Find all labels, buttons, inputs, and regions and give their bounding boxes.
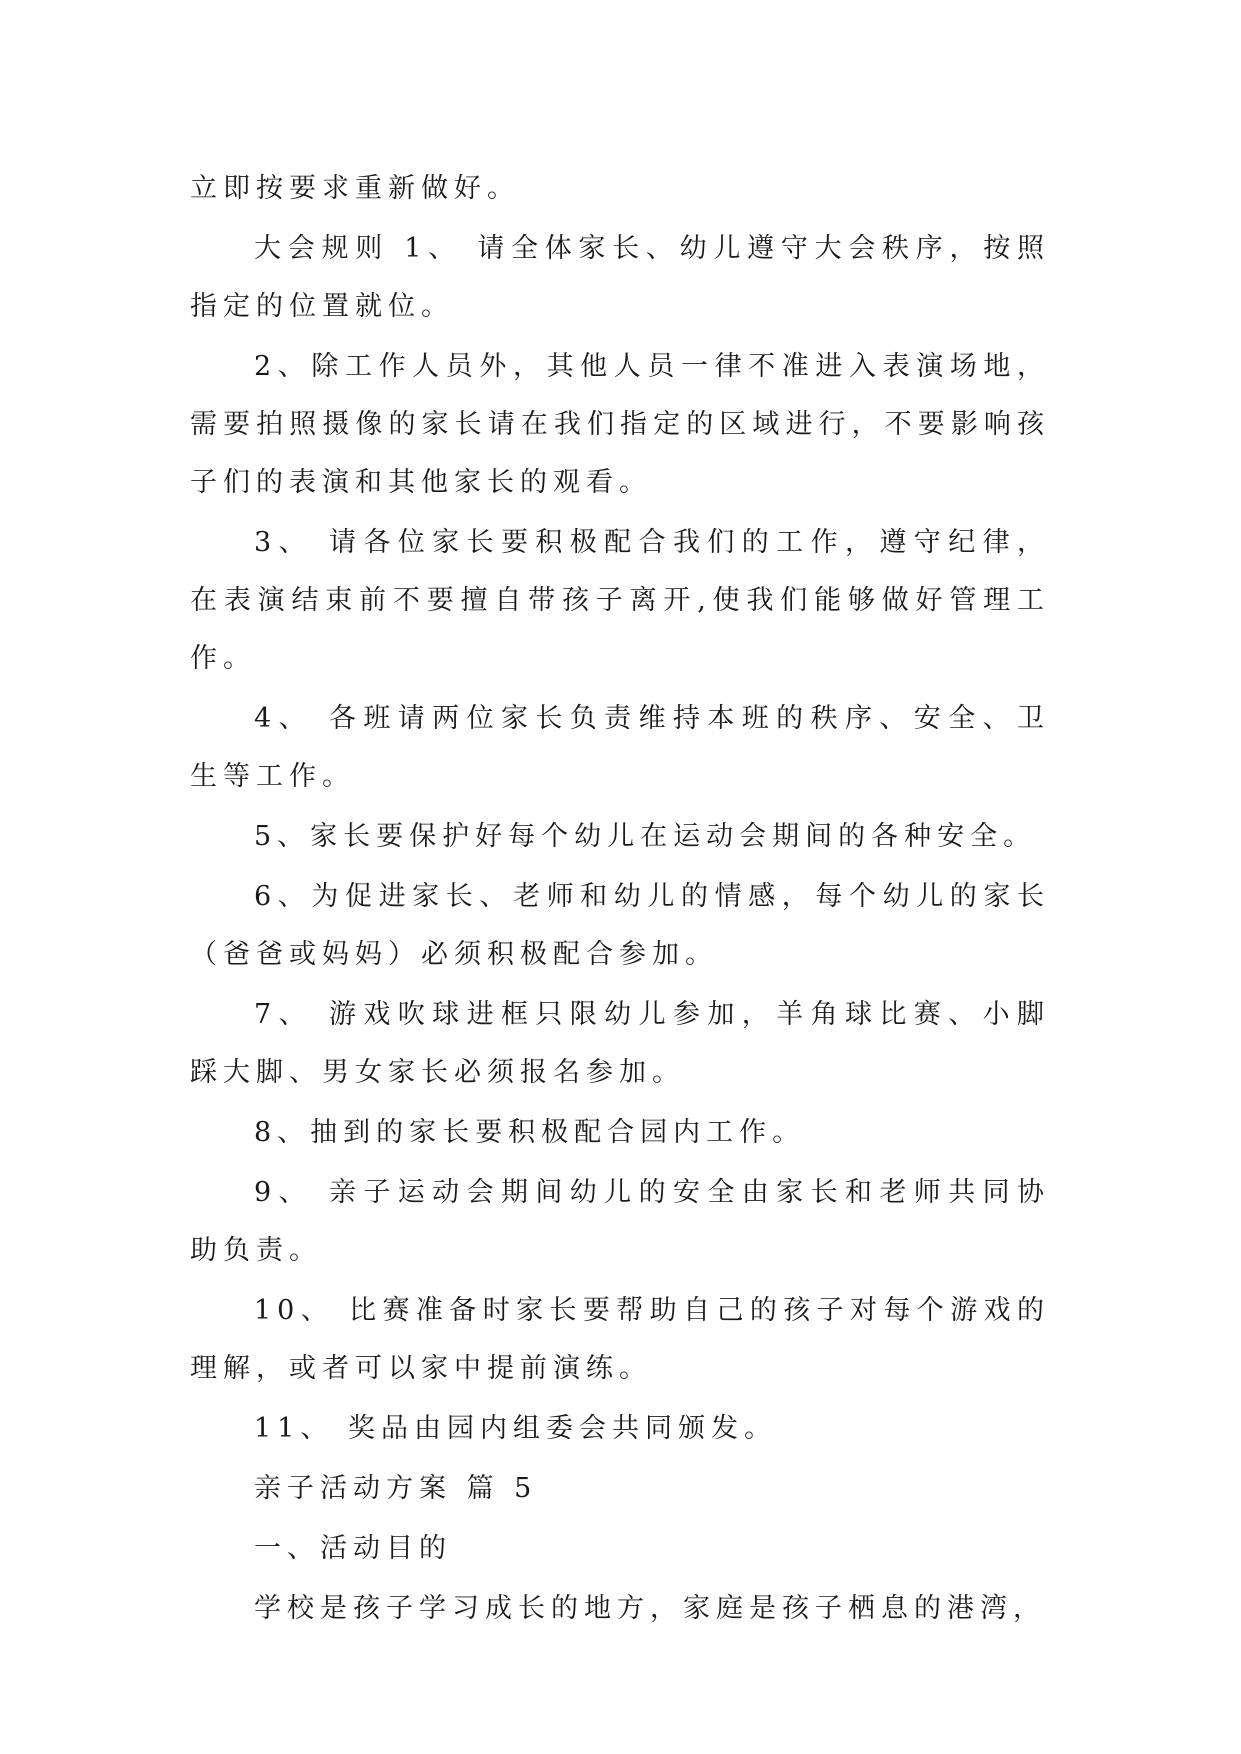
paragraph-rule-1: 大会规则 1、 请全体家长、幼儿遵守大会秩序，按照指定的位置就位。: [190, 233, 1050, 322]
paragraph-rule-3: 3、 请各位家长要积极配合我们的工作，遵守纪律，在表演结束前不要擅自带孩子离开,使我们能够做好管理工作。: [190, 527, 1050, 674]
paragraph-rule-2: 2、除工作人员外，其他人员一律不准进入表演场地，需要拍照摄像的家长请在我们指定的区域进行，不要影响孩子们的表演和其他家长的观看。: [190, 351, 1050, 498]
paragraph-rule-11: 11、 奖品由园内组委会共同颁发。: [254, 1413, 777, 1444]
paragraph-rule-8: 8、抽到的家长要积极配合园内工作。: [254, 1117, 806, 1148]
subsection-heading-activity-purpose: 一、活动目的: [254, 1533, 452, 1564]
paragraph-rule-7: 7、 游戏吹球进框只限幼儿参加，羊角球比赛、小脚踩大脚、男女家长必须报名参加。: [190, 999, 1050, 1088]
paragraph-intro: 学校是孩子学习成长的地方，家庭是孩子栖息的港湾，: [254, 1593, 1046, 1624]
paragraph-rule-9: 9、 亲子运动会期间幼儿的安全由家长和老师共同协助负责。: [190, 1177, 1050, 1266]
paragraph-rule-10: 10、 比赛准备时家长要帮助自己的孩子对每个游戏的理解，或者可以家中提前演练。: [190, 1295, 1050, 1384]
section-heading-plan-5: 亲子活动方案 篇 5: [254, 1473, 538, 1504]
paragraph-rule-5: 5、家长要保护好每个幼儿在运动会期间的各种安全。: [254, 821, 1037, 852]
document-body: [190, 160, 1050, 1638]
paragraph-continuation: 立即按要求重新做好。: [190, 173, 520, 204]
paragraph-rule-6: 6、为促进家长、老师和幼儿的情感，每个幼儿的家长（爸爸或妈妈）必须积极配合参加。: [190, 881, 1050, 970]
paragraph-rule-4: 4、 各班请两位家长负责维持本班的秩序、安全、卫生等工作。: [190, 703, 1050, 792]
